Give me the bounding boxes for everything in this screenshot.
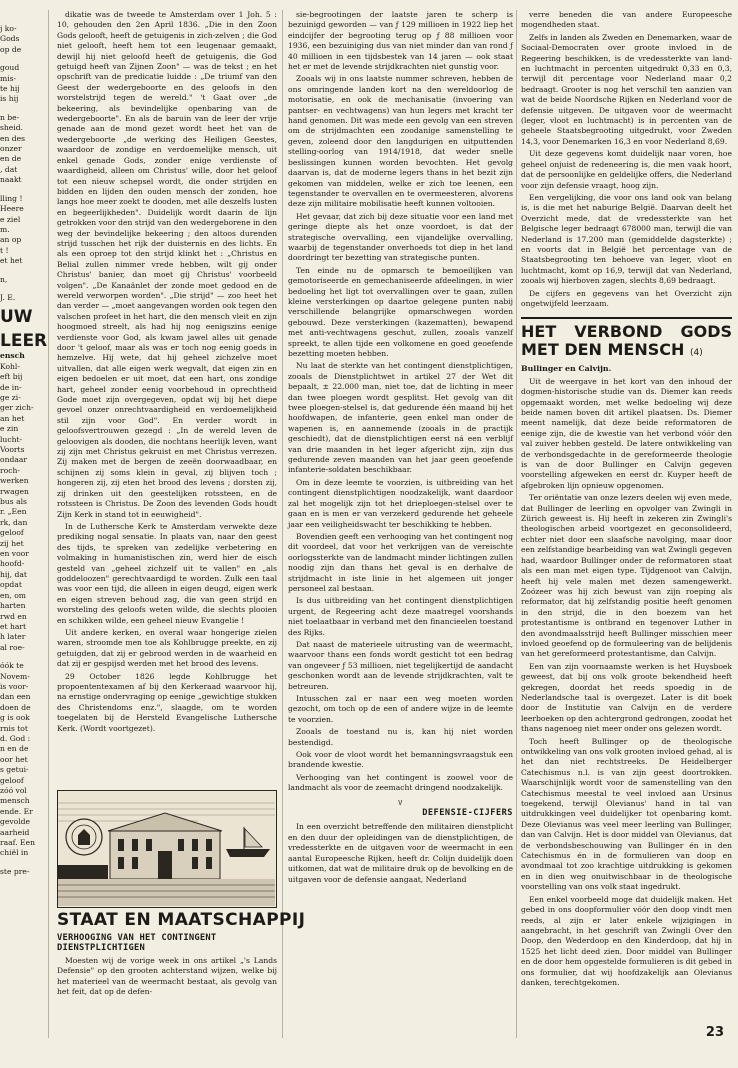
fragment-heading: LEER xyxy=(0,331,48,352)
paragraph: In een overzicht betreffende den militairen dienstplicht en den duur der opleidingen van de dienstplichtigen, de vredessterkte en de uitgaven voor de weermacht in een aantal Europeesche Rijken, heeft dr. Colijn duidelijk doen uitkomen, dat wat de militaire druk op de bevolking en de uitgaven voor de defensie aangaat, Nederland xyxy=(288,822,513,884)
paragraph: sie-begrootingen der laatste jaren te scherp is bezuinigd geworden — van ƒ 129 millioen in 1922 liep het eindcijfer der begrooting terug op ƒ 88 millioen voor 1936, een bezuiniging dus van niet minder dan van rond ƒ 40 millioen in een tijdsbestek van 14 jaren — ook staat het er met de levende strijdkrachten niet gunstig voor. xyxy=(288,10,513,72)
fragment-line: an op xyxy=(0,235,22,245)
fragment-line: naakt xyxy=(0,175,22,185)
fragment-line: hoofd- xyxy=(0,559,25,569)
fragment-line: geloof xyxy=(0,775,24,785)
fragment-line: lucht- xyxy=(0,434,23,444)
paragraph: Verhooging van het contingent is zoowel voor de landmacht als voor de zeemacht dringend noodzakelijk. xyxy=(288,772,513,793)
fragment-subheading: ensch xyxy=(0,351,25,361)
defense-heading-text: DEFENSIE-CIJFERS xyxy=(422,808,513,819)
fragment-line: harten xyxy=(0,601,26,611)
paragraph: Bovendien geeft een verhooging van het contingent nog dit voordeel, dat voor het verkrijgen van de vereischte oorlogssterkte van de landmacht minder lichtingen zullen noodig zijn dan thans het geval is en derhalve de strijdmacht in iste linie in het algemeen uit jonger personeel zal bestaan. xyxy=(288,531,513,593)
fragment-line xyxy=(0,859,40,867)
paragraph: Het gevaar, dat zich bij deze situatie voor een land met geringe diepte als het onze voordoet, is dat der strategische overvalling, een vijandelijke overvalling, waarbij de tegenstander onverhoeds tot diep in het land doordringt ter bezetting van strategische punten. xyxy=(288,211,513,263)
section-intro-text: Moesten wij de vorige week in ons artikel „'s Lands Defensie" op den grooten achterstand wijzen, welke bij het materieel van de weermacht bestaat, als gevolg van het feit, dat op de defen- xyxy=(57,956,277,997)
paragraph: Intusschen zal er naar een weg moeten worden gezocht, om toch op de een of andere wijze in de leemte te voorzien. xyxy=(288,694,513,724)
fragment-line: mensch xyxy=(0,796,30,806)
article-heading-text: HET VERBOND GODS MET DEN MENSCH xyxy=(521,322,732,360)
fragment-line: ge zi- xyxy=(0,392,21,402)
fragment-line: Gods xyxy=(0,34,20,44)
fragment-line: en des xyxy=(0,133,26,143)
fragment-line: Kohl- xyxy=(0,361,20,371)
fragment-line: ende. Er xyxy=(0,806,33,816)
parliament-drawing xyxy=(58,791,275,906)
fragment-line: e ziel xyxy=(0,214,21,224)
paragraph: Dat naast de materieele uitrusting van de weermacht, waarvoor thans een fonds wordt gesticht tot een bedrag van ongeveer ƒ 53 millioen, niet tegelijkertijd de aandacht geschonken wordt aan de levende strijdkrachten, valt te betreuren. xyxy=(288,639,513,691)
fragment-line: aarheid xyxy=(0,827,30,837)
fragment-line: an het xyxy=(0,413,25,423)
article-subheading: Bullinger en Calvijn. xyxy=(521,364,612,374)
fragment-line: g is ook xyxy=(0,713,30,723)
fragment-line: h later xyxy=(0,632,26,642)
fragment-line: Voorts xyxy=(0,445,25,454)
paragraph: Ter oriëntatie van onze lezers deelen wij even mede, dat Bullinger de leerling en opvolger van Zwingli in Zürich geweest is. Hij heeft in zekeren zin Zwingli's theologischen arbeid voortgezet en geconsolideerd, echter niet door een slaafsche navolging, maar door een zelfstandige bearbeiding van wat Zwingli gegeven had, waardoor Bullinger onder de reformatoren staat als een man met eigen type. Tijdgenoot van Calvijn, heeft hij vele malen met dezen samengewerkt. Zoózeer was hij zich bewust van zijn roeping als reformator, dat hij zelfstandig positie heeft genomen in den strijd, die in den boezem van het protestantisme is ontbrand en tegenover Luther in den avondmaalsstrijd heeft Bullinger misschien meer invloed geoefend op de formuleering van de belijdenis van het gereformeerd protestantisme, dan Calvijn. xyxy=(521,493,732,659)
article-heading xyxy=(521,317,732,362)
fragment-line: op de xyxy=(0,44,22,54)
fragment-line: goud xyxy=(0,63,20,73)
fragment-line: raaf. Een xyxy=(0,838,35,848)
fragment-line: r. „Een xyxy=(0,507,27,517)
fragment-line: eft bij xyxy=(0,372,23,382)
fragment-line: n en de xyxy=(0,744,29,754)
column-1 xyxy=(57,10,277,786)
paragraph: Zooals wij in ons laatste nummer schreven, hebben de ons omringende landen kort na den wereldoorlog de motorisatie, en ook de mechanisatie (invoering van pantser- en vechtwagens) van hun legers met kracht ter hand genomen. Dit was mede een gevolg van een streven om de strijdmachten een zoodanige samenstelling te geven, zoleend door den langdurigen en uitputtenden stelling-oorlog van 1914/1918, dat weder snelle beslissingen kunnen worden bevochten. Het gevolg daarvan is, dat de moderne legers thans in het bezit zijn gekomen van middelen, welke er zich toe leenen, een tegenstander te overvallen en te overmeesteren, alvorens deze zijn militaire mobilisatie heeft kunnen voltooien. xyxy=(288,74,513,209)
paragraph: In de Luthersche Kerk te Amsterdam verwekte deze prediking nogal sensatie. In plaats van, naar den geest des tijds, te spreken van zedelijke verbetering en volmaking in humanistischen zin, werd hier de eisch gesteld van „geheel zichzelf uit te vallen" en „als goddeloozen" gerechtvaardigd te worden. Zulk een taal was voor een tijd, die alleen in eigen deugd, eigen werk en eigen streven behoud zag, die van geen strijd en worsteling des geloofs weten wilde, die slechts plooien en schikken wilde, een geheel nieuw Evangelie ! xyxy=(57,521,277,625)
fragment-line: bus als xyxy=(0,497,27,507)
fragment-line: zóó vol xyxy=(0,786,27,795)
fragment-line: n, xyxy=(0,274,8,284)
fragment-line: Novem- xyxy=(0,671,30,681)
fragment-line: ste pre- xyxy=(0,866,30,876)
fragment-line: te hij xyxy=(0,84,20,94)
column-2 xyxy=(288,10,513,1038)
fragment-line: m. xyxy=(0,224,10,234)
fragment-line: doen de xyxy=(0,702,31,712)
fragment-line: rwagen xyxy=(0,486,29,496)
section-subtitle: VERHOOGING VAN HET CONTINGENT DIENSTPLICHTIGEN xyxy=(57,933,217,953)
column-rule xyxy=(516,10,517,1038)
paragraph: verre beneden die van andere Europeesche mogendheden staat. xyxy=(521,10,732,30)
fragment-line: en de xyxy=(0,154,22,164)
fragment-line xyxy=(0,186,40,194)
fragment-line xyxy=(0,55,40,63)
fragment-line: et hart xyxy=(0,621,27,631)
fragment-line: werken xyxy=(0,476,29,486)
fragment-line: J. E. xyxy=(0,292,16,302)
paragraph: Is dus uitbreiding van het contingent dienstplichtigen urgent, de Regeering acht deze maatregel voorshands niet toelaatbaar in verband met den financieelen toestand des Rijks. xyxy=(288,596,513,637)
section-illustration xyxy=(57,790,277,908)
section-divider-mark: V xyxy=(398,798,403,807)
fragment-line: j ko- xyxy=(0,24,17,33)
fragment-line: ondaar xyxy=(0,455,28,465)
column-rule xyxy=(48,10,49,1038)
left-fragment-column xyxy=(0,24,48,1038)
fragment-line: e zin xyxy=(0,424,19,434)
fragment-line: oor het xyxy=(0,754,28,764)
fragment-line: is voor- xyxy=(0,681,29,691)
paragraph: Uit de weergave in het kort van den inhoud der dogmen-historische studie van ds. Diemer kan reeds opgemaakt worden, met welke bedoeling wij deze beide namen boven dit artikel plaatsen. Ds. Diemer meent namelijk, dat deze beide reformatoren de eenige zijn, die de kwestie van het verbond vóór den val zuiver hebben gesteld. De latere ontwikkeling van de verbondsgedachte in de gereformeerde theologie is van de door Bullinger en Calvijn gegeven voorstelling afgeweken en eerst dr. Kuyper heeft de afgebroken lijn opnieuw opgenomen. xyxy=(521,376,732,490)
fragment-line: zij het xyxy=(0,538,24,548)
fragment-line: gevolde xyxy=(0,817,31,827)
paragraph: dikatie was de tweede te Amsterdam over 1 Joh. 5 : 10, gehouden den 2en April 1836. „Die in den Zoon Gods gelooft, heeft de getuigenis in zich-zelven ; die God niet gelooft, heeft hem tot een leugenaar gemaakt, dewijl hij niet geloofd heeft de getuigenis, die God getuigd heeft van Zijnen Zoon" — was de tekst ; en het opschrift van de predicatie luidde : „De triumf van den Geest der wedergeboorte en des geloofs in den worstelstrijd tegen de wereld." 't Gaat over „de bekeering, als bevindelijke openbaring van de wedergeboorte". En als de baruin van de leer der vrije genade aan de mond gezet wordt heet het van de wedergeboorte „de werking des Heiligen Geestes, waardoor de zondige en verdoemelijke mensch, uit enkel genade Gods, zonder enige verdienste of waardigheid, alleen om Christus' wille, door het geloof tot een nieuw schepsel wordt, die onder strijden en bidden en lijden den ouden mensch der zonden, hoe langs hoe meer zoekt te dooden, met alle deszelfs lusten en begeerlijkheden". Duidelijk wordt daarin de lijn getrokken voor den strijd van den wedergeborene in den weg der bevindelijke bekeering ; den altoos durenden strijd tusschen het rijk der duisternis en des lichts. En als een oproep tot den strijd klinkt het : „Christus en Belial zullen nimmer vrede hebben, wilt gij onder Christus' banier, dan moet gij Christus' voorbeeld volgen". „De Kanaänlet der zonde moet gedood en de wereld verworpen worden". „Die strijd" — zoo heet het dan verder — „moet aangevangen worden ook tegen den valschen profeet in het hart, die den mensch vleit en zijn hoogmoed streelt, als had hij nog eenigszins eenige verdienste voor God, als kwam jawel alles uit genade door 't geloof, maar als was er toch nog eenig goeds in hemzelve. Hij wete, dat hij geheel zichzelve moet uitvallen, dat alle eigen werk wegvalt, dat eigen zin en eigen bedoelen er uit moet, dat een hart, ons zondige hart, geheel zonder eenig voorbehoud in oprechtheid Gode moet zijn overgegeven, opdat wij bij het diepe gevoel onzer onrechtvaardigheid en verdoemelijkheid stil zijn voor God". En verder wordt in geloofsvertrouwen gezegd : „In de wereld leven de geloovigen als dooden, die nochtans heerlijk leven, want zij zijn met Christus gekruist en met Christus verrezen. Zij maken met de bergen de zeeën doorwaadbaar, en schijnen zij soms klein in geval, zij blijven toch ; hongeren zij, zij eten het brood des levens ; dorsten zij, zij drinken uit den geestelijken rotssteen, en de rotssteen is Christus. De Zoon des levenden Gods houdt Zijn Kerk in stand tot in eeuwigheid". xyxy=(57,10,277,519)
fragment-line: onzer xyxy=(0,144,22,154)
fragment-line: dan een xyxy=(0,692,31,702)
section-title: STAAT EN MAATSCHAPPIJ xyxy=(57,910,306,930)
paragraph: Om in deze leemte te voorzien, is uitbreiding van het contingent dienstplichtigen noodzakelijk, want daardoor zal het mogelijk zijn tot het drieploegen-stelsel over te gaan en is men er van verzekerd gedurende het geheele jaar een veiligheidswacht ter beschikking te hebben. xyxy=(288,477,513,529)
fragment-line: roch- xyxy=(0,465,20,475)
paragraph: Zelfs in landen als Zweden en Denemarken, waar de Sociaal-Democraten over groote invloed in de Regeering beschikken, is de vredessterkte van land- en luchtmacht in percenten uitgedrukt 0,33 en 0,3, terwijl dit percentage voor Nederland maar 0,2 bedraagt. Grooter is nog het verschil ten aanzien van wat de beide Noordsche Rijken en Nederland voor de defensie uitgeven. De uitgaven voor de weermacht (leger, vloot en luchtmacht) is in percenten van de geheele Staatsbegrooting uitgedrukt, voor Zweden 14,3, voor Denemarken 16,3 en voor Nederland 8,69. xyxy=(521,32,732,146)
paragraph: Een enkel voorbeeld moge dat duidelijk maken. Het gebed in ons doopformulier vóór den doop vindt men reeds, al zijn er later enkele wijzigingen in aangebracht, in het geschrift van Zwingli Over den Doop, den Wederdoop en den Kinderdoop, dat hij in 1525 het licht deed zien. Door middel van Bullinger en de door hem opgestelde formulieren is dit gebed in ons formulier, dat wij hoofdzakelijk aan Olevianus danken, terechtgekomen. xyxy=(521,894,732,987)
column-3 xyxy=(521,10,732,1038)
paragraph: Een van zijn voornaamste werken is het Huysboek geweest, dat bij ons volk groote bekendheid heeft gekregen, doordat het reeds spoedig in de Nederlandsche taal is overgezet. Later is dit boek door de Institutie van Calvijn en de verdere leerboeken op den achtergrond gedrongen, zoodat het thans nagenoeg niet meer onder ons gelezen wordt. xyxy=(521,661,732,734)
fragment-line: et het xyxy=(0,256,23,266)
fragment-line: n be- xyxy=(0,112,20,122)
paragraph: Een vergelijking, die voor ons land ook van belang is, is die met het naburige België. Daarvan deelt het Overzicht mede, dat de vredessterkte van het Belgische leger bedraagt 678000 man, terwijl die van Nederland is 17.200 man (gemiddelde dagsterkte) ; en voorts dat in België het percentage van de Staatsbegrooting ten behoeve van leger, vloot en luchtmacht, komt op 16,9, terwijl dat van Nederland, zooals wij hierboven zagen, slechts 8,69 bedraagt. xyxy=(521,192,732,286)
fragment-gap xyxy=(0,653,40,661)
fragment-line: rwd en xyxy=(0,611,27,621)
paragraph: Uit deze gegevens komt duidelijk naar voren, hoe geheel onjuist de redeneering is, die men vaak hoort, dat de persoonlijke en geldelijke offers, die Nederland voor zijn defensie vraagt, hoog zijn. xyxy=(521,149,732,190)
article-part-number: (4) xyxy=(689,348,703,359)
paragraph: De cijfers en gegevens van het Overzicht zijn ongetwijfeld leerzaam. xyxy=(521,288,732,308)
fragment-heading: UW xyxy=(0,307,33,328)
fragment-line: en voor xyxy=(0,549,29,559)
fragment-line: Heere xyxy=(0,204,24,214)
fragment-line: óók te xyxy=(0,661,24,671)
fragment-line xyxy=(0,267,40,275)
fragment-line: lling ! xyxy=(0,193,23,203)
page-number: 23 xyxy=(705,1025,724,1040)
fragment-line: de in- xyxy=(0,382,22,392)
fragment-line xyxy=(0,285,40,293)
paragraph: Ten einde nu de opmarsch te bemoeilijken van gemotoriseerde en gemechaniseerde afdeelingen, in wier bedoeling het ligt tot overvallingen over te gaan, zullen kleine versterkingen op daartoe gelegene punten nabij verschillende belangrijke opmarschwegen worden gebouwd. Deze versterkingen (kazematten), bewapend met anti-vechtwagens geschut, zullen, zooals vanzelf spreekt, te allen tijde een volkomene en goed geoefende bezetting moeten hebben. xyxy=(288,265,513,358)
fragment-line: hij, dat xyxy=(0,569,27,579)
defense-heading xyxy=(288,798,513,819)
fragment-line: is hij xyxy=(0,94,19,104)
fragment-line: rnis tot xyxy=(0,723,28,733)
paragraph: Toch heeft Bullinger op de theologische ontwikkeling van ons volk grooten invloed gehad, al is het dan niet rechtstreeks. De Heidelberger Catechismus n.l. is van zijn geest doortrokken. Waarschijnlijk wordt voor de samenstelling van den Catechismus meestal te veel invloed aan Ursinus toegekend, terwijl Olevianus' hand in tal van uitdrukkingen veel duidelijker tot openbaring komt. Deze Olevianus was veel meer leerling van Bullinger, dan van Calvijn. Het is door middel van Olevianus, dat de verbondsbeschouwing van Bullinger én in den Catechismus én in de formulieren van doop en avondmaal tot zoo krachtige uitdrukking is gekomen en in dien weg onuitwischbaar in de theologische voorstelling van ons volk staat ingedrukt. xyxy=(521,736,732,892)
paragraph: Ook voor de vloot wordt het bemanningsvraagstuk een brandende kwestie. xyxy=(288,750,513,770)
section-intro xyxy=(57,956,277,998)
fragment-line: geloof xyxy=(0,528,24,538)
fragment-line: rk, dan xyxy=(0,517,28,527)
fragment-line: opdat xyxy=(0,580,22,590)
column-rule xyxy=(282,10,283,1038)
fragment-line: ger zich- xyxy=(0,403,34,413)
fragment-line: , dat xyxy=(0,164,18,174)
paragraph: Zooals de toestand nu is, kan hij niet worden bestendigd. xyxy=(288,727,513,747)
fragment-line: al roe- xyxy=(0,642,25,652)
fragment-line: sheid. xyxy=(0,123,23,133)
fragment-line: d. God : xyxy=(0,733,31,743)
fragment-line xyxy=(0,105,40,113)
fragment-line: s getui- xyxy=(0,765,29,775)
paragraph: 29 October 1826 legde Kohlbrugge het propoententexamen af bij den Kerkeraad waarvoor hij, na ernstige ondervraging op eenige „gewichtige stukken des Christendoms enz.", slaagde, om te worden toegelaten bij de Hersteld Evangelische Luthersche Kerk. (Wordt voortgezet). xyxy=(57,671,277,733)
paragraph: Uit andere kerken, en overal waar hongerige zielen waren, stroomde men toe als Kohlbrugge preekte, en zij getuigden, dat zij er gebrood werden in de waarheid en dat zij er gespijsd werden met het brood des levens. xyxy=(57,627,277,669)
fragment-line: en, om xyxy=(0,590,26,600)
paragraph: Nu laat de sterkte van het contingent dienstplichtigen, zooals de Dienstplichtwet in artikel 27 der Wet dit bepaalt, ± 22.000 man, niet toe, dat de lichting in meer dan twee ploegen wordt gesplitst. Het gevolg van dit twee ploegen-stelsel is, dat gedurende één maand bij het hoofdwapen, de infanterie, geen enkel man onder de wapenen is, en aannemende (zooals in de practijk geschiedt), dat de dienstplichtigen eerst ná een verblijf van drie maanden in het leger afgericht zijn, zijn dus gedurende zeven maanden van het jaar geen geoefende infanterie-soldaten beschikbaar. xyxy=(288,361,513,475)
fragment-line: chiël in xyxy=(0,848,29,858)
fragment-line: t ! xyxy=(0,245,9,255)
fragment-line: mis- xyxy=(0,73,17,83)
